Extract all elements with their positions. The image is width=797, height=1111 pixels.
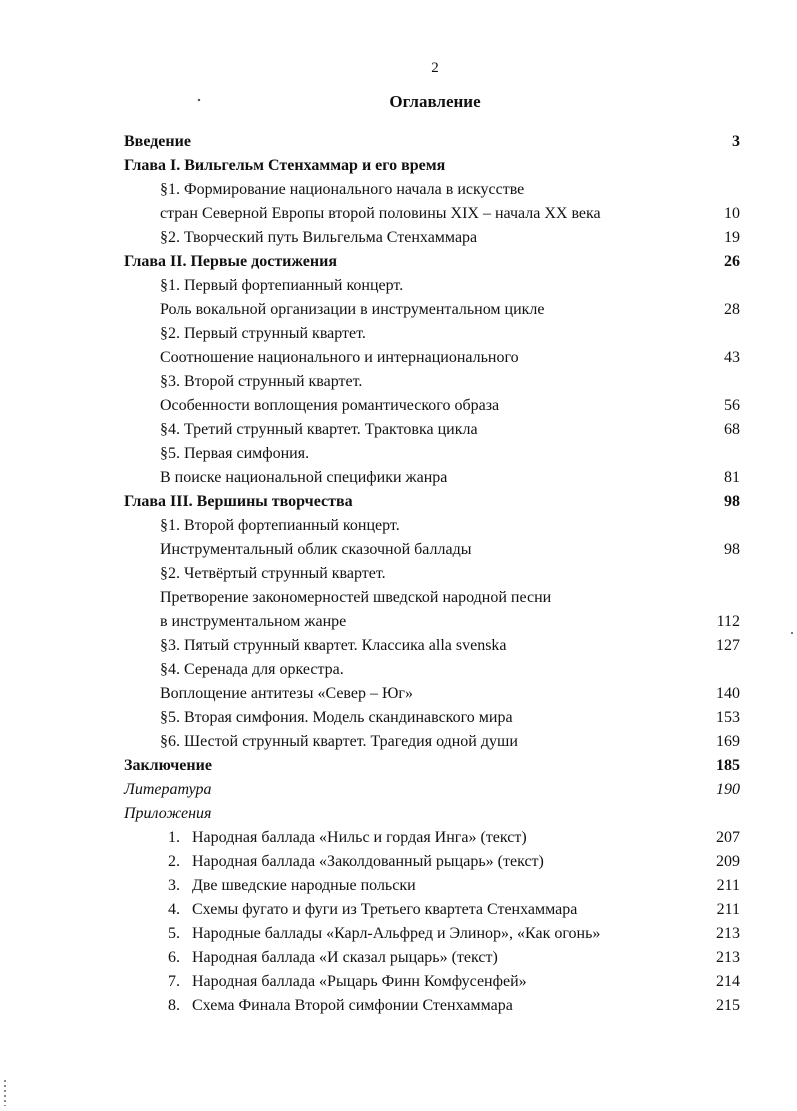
appendix-page: 214 <box>716 973 740 990</box>
appendix-text: Народные баллады «Карл-Альфред и Элинор», «Как огонь» <box>192 925 601 942</box>
toc-entry <box>124 370 740 394</box>
toc-entry <box>124 466 740 490</box>
toc-entry-text: §4. Третий струнный квартет. Трактовка цикла <box>160 421 478 438</box>
toc-entry-text: §1. Формирование национального начала в искусстве <box>160 181 525 198</box>
toc-entry-text: §4. Серенада для оркестра. <box>160 661 344 678</box>
toc-entry-page: 127 <box>716 637 740 654</box>
toc-entry-text: §2. Первый струнный квартет. <box>160 325 366 342</box>
toc-entry-chapter-3 <box>124 490 740 514</box>
toc-entry <box>124 226 740 250</box>
toc-entry <box>124 322 740 346</box>
toc-entry-page: 98 <box>724 493 740 510</box>
toc-entry <box>124 586 740 610</box>
toc-entry-text: §5. Вторая симфония. Модель скандинавского мира <box>160 709 513 726</box>
toc-entry-text: §6. Шестой струнный квартет. Трагедия одной души <box>160 733 518 750</box>
appendix-number: 2. <box>168 853 180 870</box>
page-number: 2 <box>431 60 439 76</box>
toc-entry-page: 28 <box>724 301 740 318</box>
toc-entry <box>124 634 740 658</box>
toc-entry-text: Глава II. Первые достижения <box>124 253 337 270</box>
toc-entry-page: 68 <box>724 421 740 438</box>
toc-entry-page: 81 <box>724 469 740 486</box>
toc-entry-text: Введение <box>124 133 191 150</box>
appendix-page: 207 <box>716 829 740 846</box>
toc-entry-text: В поиске национальной специфики жанра <box>160 469 448 486</box>
toc-entry-literature <box>124 778 740 802</box>
toc-entry <box>124 202 740 226</box>
appendix-number: 1. <box>168 829 180 846</box>
toc-entry-page: 190 <box>716 781 740 798</box>
appendix-item <box>124 946 740 970</box>
toc-entry-page: 169 <box>716 733 740 750</box>
toc-entry-text: Особенности воплощения романтического образа <box>160 397 500 414</box>
toc-entry-chapter-1 <box>124 154 740 178</box>
toc-entry-text: Роль вокальной организации в инструментальном цикле <box>160 301 545 318</box>
table-of-contents <box>124 130 740 1018</box>
appendix-page: 213 <box>716 949 740 966</box>
appendix-item <box>124 874 740 898</box>
appendix-item <box>124 922 740 946</box>
toc-entry-page: 140 <box>716 685 740 702</box>
toc-entry-introduction <box>124 130 740 154</box>
toc-entry-page: 185 <box>716 757 740 774</box>
appendix-item <box>124 970 740 994</box>
toc-entry-text: §2. Творческий путь Вильгельма Стенхаммара <box>160 229 478 246</box>
toc-entry-appendices <box>124 802 740 826</box>
toc-entry <box>124 538 740 562</box>
toc-entry-text: Глава III. Вершины творчества <box>124 493 353 510</box>
appendix-number: 7. <box>168 973 180 990</box>
toc-entry-text: Соотношение национального и интернационального <box>160 349 519 366</box>
toc-entry-text: Инструментальный облик сказочной баллады <box>160 541 472 558</box>
toc-entry-page: 19 <box>724 229 740 246</box>
toc-entry-text: Заключение <box>124 757 212 774</box>
appendix-number: 8. <box>168 997 180 1014</box>
appendix-page: 211 <box>716 901 740 918</box>
toc-entry <box>124 394 740 418</box>
toc-entry-text: в инструментальном жанре <box>160 613 347 630</box>
toc-entry-page: 56 <box>724 397 740 414</box>
toc-entry-text: §3. Второй струнный квартет. <box>160 373 363 390</box>
toc-entry-text: Глава I. Вильгельм Стенхаммар и его время <box>124 157 446 174</box>
toc-entry-page: 112 <box>716 613 740 630</box>
appendix-page: 215 <box>716 997 740 1014</box>
toc-entry-page: 43 <box>724 349 740 366</box>
toc-entry <box>124 442 740 466</box>
toc-entry-text: §1. Первый фортепианный концерт. <box>160 277 404 294</box>
appendix-item <box>124 994 740 1018</box>
toc-entry-text: Претворение закономерностей шведской народной песни <box>160 589 552 606</box>
appendix-number: 3. <box>168 877 180 894</box>
toc-entry-text: §2. Четвёртый струнный квартет. <box>160 565 386 582</box>
toc-entry <box>124 562 740 586</box>
appendix-item <box>124 898 740 922</box>
appendix-text: Две шведские народные польски <box>192 877 416 894</box>
toc-entry <box>124 178 740 202</box>
appendix-text: Народная баллада «Нильс и гордая Инга» (текст) <box>192 829 527 846</box>
appendix-page: 213 <box>716 925 740 942</box>
toc-entry-text: Воплощение антитезы «Север – Юг» <box>160 685 413 702</box>
toc-entry-text: §1. Второй фортепианный концерт. <box>160 517 400 534</box>
appendix-number: 4. <box>168 901 180 918</box>
scan-speck <box>791 632 793 634</box>
toc-entry <box>124 706 740 730</box>
page-title: Оглавление <box>389 92 481 111</box>
toc-entry-page: 10 <box>724 205 740 222</box>
toc-entry <box>124 658 740 682</box>
toc-entry-page: 3 <box>732 133 740 150</box>
toc-entry-text: Приложения <box>124 805 212 822</box>
appendix-item <box>124 826 740 850</box>
appendix-text: Схема Финала Второй симфонии Стенхаммара <box>192 997 513 1014</box>
toc-entry <box>124 298 740 322</box>
appendix-number: 5. <box>168 925 180 942</box>
toc-entry-chapter-2 <box>124 250 740 274</box>
appendix-number: 6. <box>168 949 180 966</box>
toc-entry <box>124 346 740 370</box>
appendix-item <box>124 850 740 874</box>
toc-entry <box>124 514 740 538</box>
appendix-page: 209 <box>716 853 740 870</box>
appendix-text: Народная баллада «И сказал рыцарь» (текст) <box>192 949 498 966</box>
toc-entry <box>124 682 740 706</box>
toc-entry-page: 98 <box>724 541 740 558</box>
toc-entry-text: §3. Пятый струнный квартет. Классика alla svenska <box>160 637 507 654</box>
toc-entry-page: 26 <box>724 253 740 270</box>
scan-margin-mark <box>4 1080 6 1106</box>
toc-entry <box>124 418 740 442</box>
appendix-text: Народная баллада «Рыцарь Финн Комфусенфей» <box>192 973 527 990</box>
toc-entry <box>124 274 740 298</box>
toc-entry-text: Литература <box>124 781 212 798</box>
toc-entry <box>124 610 740 634</box>
toc-entry-text: §5. Первая симфония. <box>160 445 310 462</box>
appendix-page: 211 <box>716 877 740 894</box>
appendix-text: Народная баллада «Заколдованный рыцарь» (текст) <box>192 853 544 870</box>
appendix-text: Схемы фугато и фуги из Третьего квартета Стенхаммара <box>192 901 578 918</box>
toc-entry <box>124 730 740 754</box>
toc-entry-page: 153 <box>716 709 740 726</box>
toc-entry-conclusion <box>124 754 740 778</box>
toc-entry-text: стран Северной Европы второй половины XIX – начала XX века <box>160 205 601 222</box>
